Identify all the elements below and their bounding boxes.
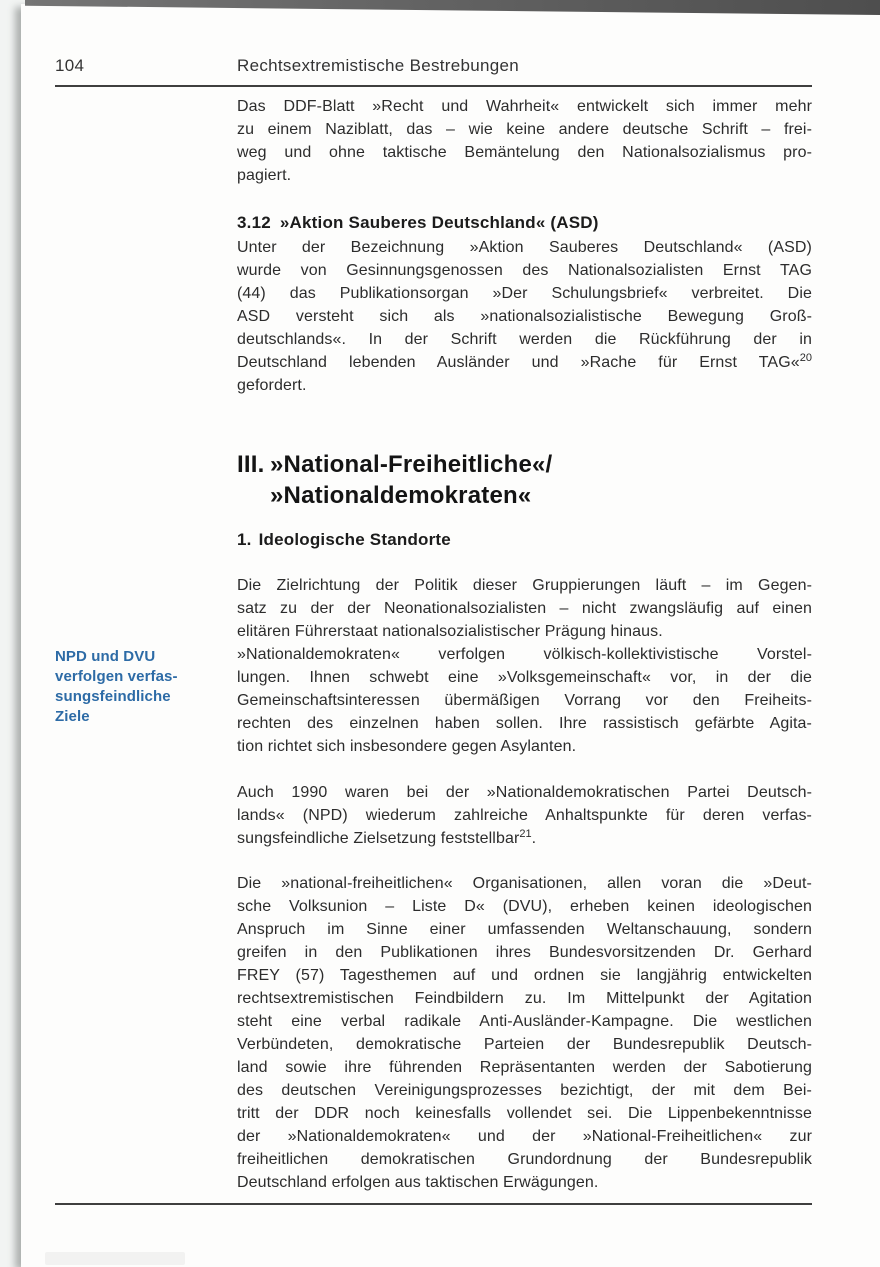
section-number: 3.12: [237, 213, 271, 232]
text-line: Anspruch im Sinne einer umfassenden Weltanschauung, sondern: [237, 921, 812, 938]
text-line: Die Zielrichtung der Politik dieser Gruppierungen läuft – im Gegen-: [237, 577, 812, 594]
text-line: greifen in den Publikationen ihres Bundesvorsitzenden Dr. Gerhard: [237, 944, 812, 961]
footer-rule: [55, 1203, 812, 1205]
text-line: land sowie ihre führenden Repräsentanten werden der Sabotierung: [237, 1059, 812, 1076]
text-line: Die »national-freiheitlichen« Organisationen, allen voran die »Deut-: [237, 875, 812, 892]
chapter-heading: [237, 449, 837, 511]
text-line: Deutschland erfolgen aus taktischen Erwägungen.: [237, 1174, 599, 1191]
text-line: sche Volksunion – Liste D« (DVU), erheben keinen ideologischen: [237, 898, 812, 915]
text-line: ASD versteht sich als »nationalsozialistische Bewegung Groß-: [237, 308, 812, 325]
text-line: steht eine verbal radikale Anti-Ausländer-Kampagne. Die westlichen: [237, 1013, 812, 1030]
page-sheet: [21, 4, 880, 1267]
text-line: (44) das Publikationsorgan »Der Schulungsbrief« verbreitet. Die: [237, 285, 812, 302]
text-line: pagiert.: [237, 167, 292, 184]
text-line: sungsfeindliche: [55, 688, 171, 705]
section-title: »Aktion Sauberes Deutschland« (ASD): [279, 213, 599, 232]
text-line: Deutschland lebenden Ausländer und »Rache für Ernst TAG«$^{20}$: [237, 352, 812, 371]
text-line: rechten des einzelnen haben sollen. Ihre rassistisch gefärbte Agita-: [237, 715, 812, 732]
paragraph-ddf-blatt: [237, 95, 812, 187]
text-line: Gemeinschaftsinteressen übermäßigen Vorrang vor den Freiheits-: [237, 692, 812, 709]
text-line: elitären Führerstaat nationalsozialistischer Prägung hinaus.: [237, 623, 663, 640]
sub-heading-title: Ideologische Standorte: [258, 530, 451, 549]
text-line: zu einem Naziblatt, das – wie keine andere deutsche Schrift – frei-: [237, 121, 812, 138]
sub-heading-1: [237, 530, 812, 550]
text-line: wurde von Gesinnungsgenossen des Nationalsozialisten Ernst TAG: [237, 262, 812, 279]
footnote-ref: 21: [519, 828, 532, 840]
text-line: rechtsextremistischen Feindbildern zu. Im Mittelpunkt der Agitation: [237, 990, 812, 1007]
text-line: gefordert.: [237, 377, 307, 394]
text-line: tritt der DDR noch keinesfalls vollendet sei. Die Lippenbekenntnisse: [237, 1105, 812, 1122]
chapter-title: [270, 449, 552, 511]
text-line: lands« (NPD) wiederum zahlreiche Anhaltspunkte für deren verfas-: [237, 807, 812, 824]
text-line: deutschlands«. In der Schrift werden die Rückführung der in: [237, 331, 812, 348]
text-line: FREY (57) Tagesthemen auf und ordnen sie langjährig entwickelten: [237, 967, 812, 984]
chapter-numeral: III.: [237, 451, 265, 478]
header-rule: [55, 85, 812, 87]
margin-note: [55, 647, 220, 727]
sub-heading-number: 1.: [237, 530, 252, 549]
section-heading-3-12: [237, 213, 812, 233]
text-line: des deutschen Vereinigungsprozesses bezichtigt, der mit dem Bei-: [237, 1082, 812, 1099]
text-line: verfolgen verfas-: [55, 668, 178, 685]
paragraph-nationaldemokraten: [237, 643, 812, 758]
text-line: der »Nationaldemokraten« und der »National-Freiheitlichen« zur: [237, 1128, 812, 1145]
paragraph-npd-1990: [237, 781, 812, 850]
text-line: Ziele: [55, 708, 90, 725]
text-line: »Nationaldemokraten« verfolgen völkisch-kollektivistische Vorstel-: [237, 646, 812, 663]
paragraph-zielrichtung: [237, 574, 812, 643]
text-line: lungen. Ihnen schwebt eine »Volksgemeinschaft« vor, in der die: [237, 669, 812, 686]
text-line: tion richtet sich insbesondere gegen Asylanten.: [237, 738, 577, 755]
paragraph-dvu: [237, 872, 812, 1194]
text-line: weg und ohne taktische Bemäntelung den Nationalsozialismus pro-: [237, 144, 812, 161]
page-number: 104: [55, 56, 85, 75]
text-line: satz zu der der Neonationalsozialisten – nicht zwangsläufig auf einen: [237, 600, 812, 617]
chapter-title-line2: »Nationaldemokraten«: [270, 482, 532, 509]
running-header-title: Rechtsextremistische Bestrebungen: [237, 56, 520, 75]
paragraph-asd: [237, 236, 812, 397]
text-line: Verbündeten, demokratische Parteien der Bundesrepublik Deutsch-: [237, 1036, 812, 1053]
text-line: NPD und DVU: [55, 648, 156, 665]
text-line: Unter der Bezeichnung »Aktion Sauberes Deutschland« (ASD): [237, 239, 812, 256]
scan-smudge: [45, 1252, 185, 1265]
footnote-ref: 20: [799, 352, 812, 364]
chapter-title-line1: »National-Freiheitliche«/: [270, 451, 553, 478]
text-line: Auch 1990 waren bei der »Nationaldemokratischen Partei Deutsch-: [237, 784, 812, 801]
text-line: sungsfeindliche Zielsetzung feststellbar$^{21}$.: [237, 828, 537, 847]
text-line: Das DDF-Blatt »Recht und Wahrheit« entwickelt sich immer mehr: [237, 98, 812, 115]
text-line: freiheitlichen demokratischen Grundordnung der Bundesrepublik: [237, 1151, 812, 1168]
